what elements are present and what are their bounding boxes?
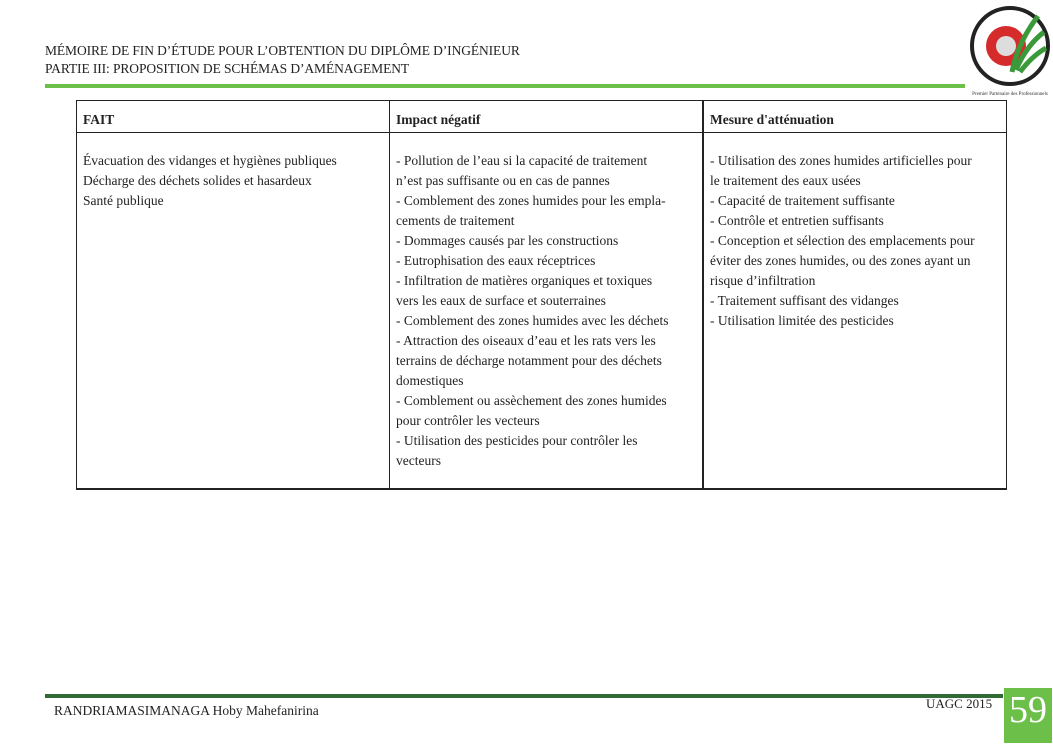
cell-line: - Capacité de traitement suffisante: [710, 193, 895, 208]
footer-year: UAGC 2015: [926, 696, 993, 711]
header-divider: [45, 84, 965, 88]
cell-line: - Utilisation des pesticides pour contrôler les: [396, 433, 638, 448]
cell-line: - Comblement des zones humides avec les déchets: [396, 313, 669, 328]
footer-divider: [45, 694, 1003, 698]
cell-line: - Dommages causés par les constructions: [396, 233, 619, 248]
cell-line: - Utilisation limitée des pesticides: [710, 313, 894, 328]
cell-line: cements de traitement: [396, 213, 515, 228]
cell-line: Santé publique: [83, 193, 164, 208]
column-header: FAIT: [77, 101, 390, 133]
cell-line: vers les eaux de surface et souterraines: [396, 293, 606, 308]
column-fait: [77, 101, 390, 488]
header-subtitle: PARTIE III: PROPOSITION DE SCHÉMAS D’AMÉNAGEMENT: [45, 61, 410, 76]
school-logo: [968, 2, 1052, 98]
footer-author: RANDRIAMASIMANAGA Hoby Mahefanirina: [54, 703, 319, 718]
cell-line: risque d’infiltration: [710, 273, 816, 288]
column-mesure: [702, 101, 1006, 488]
fait-cell: [77, 133, 390, 211]
cell-line: - Attraction des oiseaux d’eau et les rats vers les: [396, 333, 656, 348]
logo-tagline: Premier Partenaire des Professionnels: [972, 92, 1048, 97]
cell-line: Décharge des déchets solides et hasardeux: [83, 173, 312, 188]
column-header: Mesure d'atténuation: [704, 101, 1006, 133]
cell-line: Évacuation des vidanges et hygiènes publiques: [83, 153, 337, 168]
cell-line: le traitement des eaux usées: [710, 173, 861, 188]
header-title: MÉMOIRE DE FIN D’ÉTUDE POUR L’OBTENTION DU DIPLÔME D’INGÉNIEUR: [45, 43, 520, 58]
cell-line: éviter des zones humides, ou des zones ayant un: [710, 253, 971, 268]
column-header: Impact négatif: [390, 101, 703, 133]
cell-line: - Infiltration de matières organiques et toxiques: [396, 273, 653, 288]
cell-line: - Comblement ou assèchement des zones humides: [396, 393, 667, 408]
cell-line: - Comblement des zones humides pour les empla-: [396, 193, 666, 208]
cell-line: - Utilisation des zones humides artificielles pour: [710, 153, 972, 168]
page-number: 59: [1004, 688, 1052, 743]
cell-line: terrains de décharge notamment pour des déchets: [396, 353, 662, 368]
cell-line: domestiques: [396, 373, 464, 388]
cell-line: vecteurs: [396, 453, 441, 468]
mesure-cell: [704, 133, 1006, 331]
impact-cell: [390, 133, 703, 471]
cell-line: - Conception et sélection des emplacements pour: [710, 233, 975, 248]
cell-line: - Eutrophisation des eaux réceptrices: [396, 253, 596, 268]
cell-line: pour contrôler les vecteurs: [396, 413, 540, 428]
column-impact: [389, 101, 703, 488]
cell-line: - Contrôle et entretien suffisants: [710, 213, 884, 228]
cell-line: - Pollution de l’eau si la capacité de traitement: [396, 153, 648, 168]
cell-line: - Traitement suffisant des vidanges: [710, 293, 899, 308]
impact-table: [76, 100, 1007, 490]
cell-line: n’est pas suffisante ou en cas de pannes: [396, 173, 610, 188]
